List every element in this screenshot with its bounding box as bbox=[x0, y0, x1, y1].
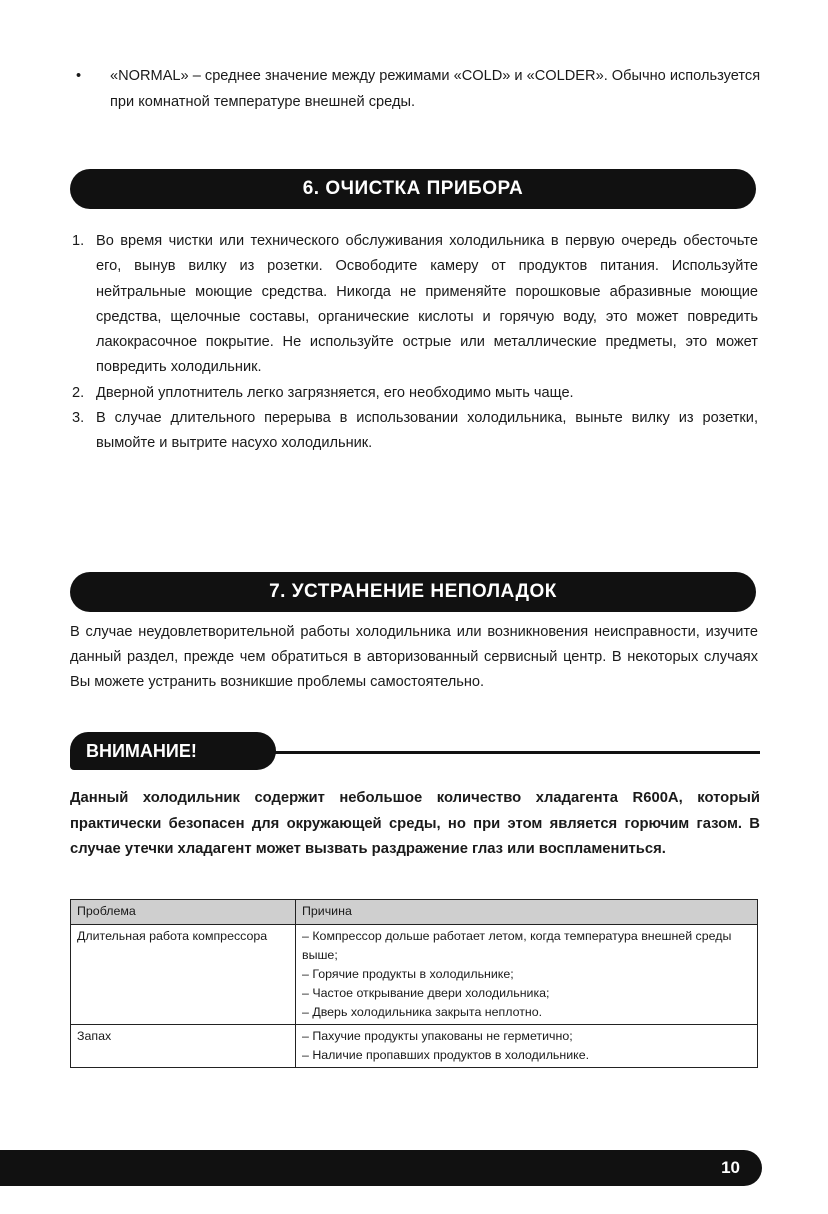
reason-cell bbox=[296, 1025, 758, 1068]
attention-banner bbox=[70, 732, 760, 772]
troubleshooting-intro: В случае неудовлетворительной работы холодильника или возникновения неисправности, изучите данный раздел, прежде чем обратиться в авторизованный сервисный центр. В некоторых случаях Вы можете устранить возникшие проблемы самостоятельно. bbox=[70, 624, 758, 690]
list-item-text: Во время чистки или технического обслуживания холодильника в первую очередь обесточьте его, вынув вилку из розетки. Освободите камеру от продуктов питания. Используйте нейтральные моющие средства. Никогда не применяйте порошковые абразивные моющие средства, щелочные составы, органические кислоты и горячую воду, это может повредить лакокрасочное покрытие. Не используйте острые или металлические предметы, это может повредить холодильник. bbox=[96, 233, 758, 376]
reason-line: – Дверь холодильника закрыта неплотно. bbox=[302, 1005, 543, 1019]
page-number: 10 bbox=[721, 1158, 740, 1177]
reason-line: – Пахучие продукты упакованы не герметично; bbox=[302, 1029, 573, 1043]
reason-line: – Наличие пропавших продуктов в холодильнике. bbox=[302, 1048, 590, 1062]
table-row bbox=[71, 1025, 758, 1068]
footer-bar bbox=[0, 1150, 762, 1186]
reason-line: – Компрессор дольше работает летом, когда температура внешней среды выше; bbox=[302, 929, 732, 962]
section-6-header bbox=[70, 169, 756, 209]
troubleshooting-table bbox=[70, 899, 758, 1068]
header-reason: Причина bbox=[296, 900, 758, 925]
table-row bbox=[71, 925, 758, 1025]
reason-cell bbox=[296, 925, 758, 1025]
list-item-number: 1. bbox=[72, 233, 85, 249]
refrigerant-warning: Данный холодильник содержит небольшое количество хладагента R600A, который практически безопасен для окружающей среды, но при этом является горючим газом. В случае утечки хладагент может вызвать раздражение глаз или воспламениться. bbox=[70, 790, 760, 857]
bullet-normal-mode bbox=[74, 64, 764, 115]
attention-label: ВНИМАНИЕ! bbox=[70, 732, 276, 770]
reason-line: – Горячие продукты в холодильнике; bbox=[302, 967, 514, 981]
list-item-text: В случае длительного перерыва в использовании холодильника, выньте вилку из розетки, вымойте и вытрите насухо холодильник. bbox=[96, 410, 758, 452]
section-7-title: 7. УСТРАНЕНИЕ НЕПОЛАДОК bbox=[269, 581, 557, 602]
list-item bbox=[72, 381, 758, 406]
bullet-normal-text: «NORMAL» – среднее значение между режимами «COLD» и «COLDER». Обычно используется при комнатной температуре внешней среды. bbox=[110, 68, 761, 110]
cleaning-instructions-list bbox=[72, 229, 758, 457]
list-item-number: 3. bbox=[72, 410, 85, 427]
list-item-text: Дверной уплотнитель легко загрязняется, его необходимо мыть чаще. bbox=[96, 384, 574, 401]
list-item bbox=[72, 406, 758, 457]
list-item bbox=[72, 229, 758, 381]
section-6-title: 6. ОЧИСТКА ПРИБОРА bbox=[302, 178, 524, 199]
problem-cell: Длительная работа компрессора bbox=[71, 925, 296, 1025]
header-problem: Проблема bbox=[71, 900, 296, 925]
table-header-row bbox=[71, 900, 758, 925]
attention-divider bbox=[270, 751, 760, 754]
bullet-marker: • bbox=[76, 68, 82, 84]
reason-line: – Частое открывание двери холодильника; bbox=[302, 986, 550, 1000]
list-item-number: 2. bbox=[72, 384, 85, 401]
section-7-header bbox=[70, 572, 756, 612]
problem-cell: Запах bbox=[71, 1025, 296, 1068]
